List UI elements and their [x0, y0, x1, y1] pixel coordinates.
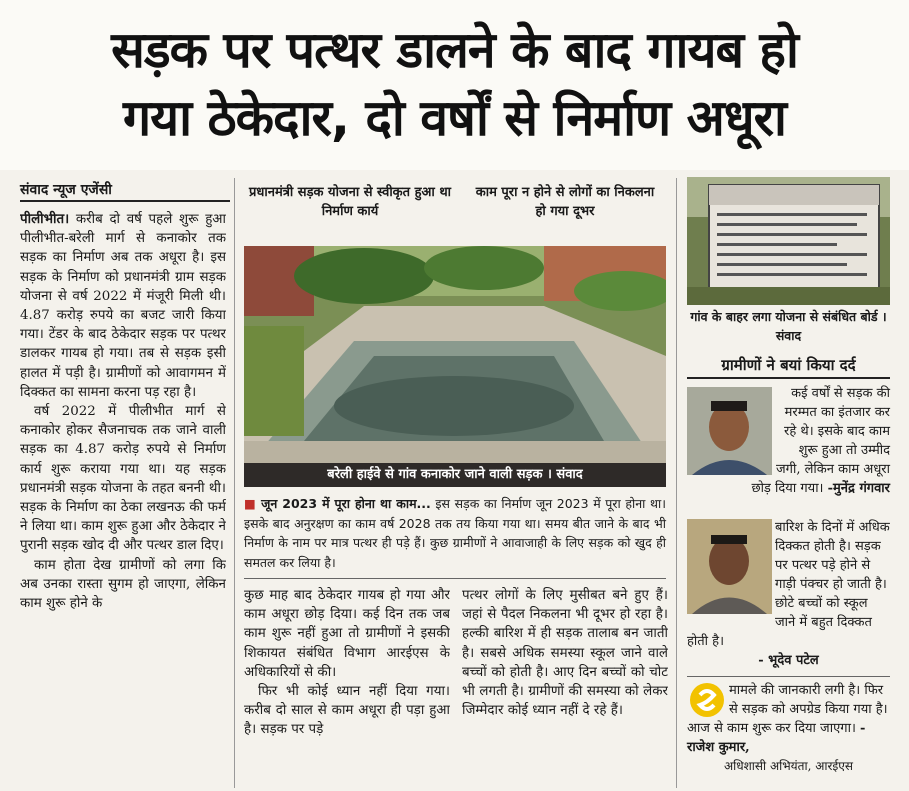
- headline-line-1: सड़क पर पत्थर डालने के बाद गायब हो: [111, 21, 798, 79]
- photo-bottom-caption: बरेली हाईवे से गांव कनाकोर जाने वाली सड़क । संवाद: [327, 467, 583, 482]
- headline-line-2: गया ठेकेदार, दो वर्षों से निर्माण अधूरा: [123, 89, 786, 147]
- official-name: - राजेश कुमार,: [687, 721, 866, 755]
- villager-2-quote: [687, 518, 890, 678]
- board-photo-image: [687, 177, 890, 305]
- villager-2-text: बारिश के दिनों में अधिक दिक्कत होती है। सड़क पर पत्थर पड़े होने से गाड़ी पंक्चर हो जाती है। छोटे बच्चों को स्कूल जाने में बहुत दिक्कत होती है।: [687, 520, 890, 649]
- paragraph-1: [20, 210, 226, 402]
- official-title: अधिशासी अभियंता, आरईएस: [723, 759, 854, 773]
- paragraph-2: वर्ष 2022 में पीलीभीत मार्ग से कनाकोर होकर सैजनाचक तक जाने वाली सड़क का 4.87 करोड़ रुपये से निर्माण कार्य शुरू कराया गया था। यह सड़क प्रधानमंत्री सड़क योजना के तहत बननी थी। सड़क के निर्माण का ठेका लखनऊ की फर्म ने लिया था। काम शुरू हुआ और ठेकेदार ने पुरानी सड़क खोद दी और पत्थर डाल दिए।: [20, 404, 226, 554]
- byline-agency: संवाद न्यूज एजेंसी: [20, 182, 112, 198]
- villager-1-text: कई वर्षों से सड़क की मरम्मत का इंतजार कर रहे थे। इसके बाद काम शुरू हुआ तो उम्मीद जगी, लेकिन काम अधूरा छोड़ दिया गया।: [751, 386, 890, 496]
- paragraph-3: काम होता देख ग्रामीणों को लगा कि अब उनका रास्ता सुगम हो जाएगा, लेकिन काम शुरू होने के: [20, 557, 226, 612]
- byline-rule: [20, 200, 230, 202]
- official-rule: [687, 676, 890, 677]
- villager-1-quote: [687, 384, 890, 512]
- photo-caption-left: प्रधानमंत्री सड़क योजना से स्वीकृत हुआ था निर्माण कार्य: [248, 185, 451, 219]
- box-rule: [244, 578, 666, 579]
- col2-paragraph-2: फिर भी कोई ध्यान नहीं दिया गया। करीब दो साल से काम अधूरा ही पड़ा हुआ है। सड़क पर पड़े: [244, 684, 450, 738]
- column-divider: [234, 178, 235, 788]
- villagers-heading: ग्रामीणों ने बयां किया दर्द: [721, 356, 856, 374]
- article-column-3: [462, 586, 668, 786]
- dateline: पीलीभीत।: [20, 211, 70, 227]
- paragraph-1-text: करीब दो वर्ष पहले शुरू हुआ पीलीभीत-बरेली मार्ग से कनाकोर तक सड़क का निर्माण अब तक अधूरा है। इस सड़क के निर्माण को प्रधानमंत्री ग्राम सड़क योजना से वर्ष 2022 में मंजूरी मिली थी। 4.87 करोड़ रुपये का बजट जारी किया गया। टेंडर के बाद ठेकेदार सड़क पर पत्थर डालकर गायब हो गया। तब से सड़क इसी हालत में पड़ी है। ग्रामीणों को आवागमन में दिक्कत का सामना करना पड़ रहा है।: [20, 212, 226, 400]
- board-caption: गांव के बाहर लगा योजना से संबंधित बोर्ड । संवाद: [690, 309, 887, 343]
- right-divider: [676, 178, 677, 788]
- road-photo: [244, 246, 666, 463]
- col3-paragraph-1: पत्थर लोगों के लिए मुसीबत बने हुए हैं। जहां से पैदल निकलना भी दूभर हो रहा है। हल्की बारिश में ही सड़क तालाब बन जाती है। सबसे अधिक समस्या स्कूल जाने वाले बच्चों को होती है। आए दिन बच्चों को चोट भी लगती है। ग्रामीणों की समस्या को लेकर जिम्मेदार कोई ध्यान नहीं दे रहे हैं।: [462, 588, 668, 719]
- villager-2-name: - भूदेव पटेल: [758, 653, 819, 668]
- info-box-lead: जून 2023 में पूरा होना था काम...: [261, 496, 431, 511]
- headline: [0, 0, 909, 170]
- official-quote: [687, 681, 890, 785]
- board-photo: [687, 177, 890, 305]
- info-box-text: इस सड़क का निर्माण जून 2023 में पूरा होना था। इसके बाद अनुरक्षण का काम वर्ष 2028 तक तय किया गया था। समय बीत जाने के बाद भी निर्माण के नाम पर मात्र पत्थर ही पड़े हैं। कुछ ग्रामीणों ने आवाजाही के लिए सड़क को खुद ही समतल कर लिया है।: [244, 496, 666, 570]
- article-column-1: [20, 210, 226, 785]
- info-box: [244, 494, 666, 572]
- article-column-2: [244, 586, 450, 786]
- road-photo-image: [244, 246, 666, 463]
- villager-1-name: -मुनेंद्र गंगवार: [827, 481, 890, 496]
- photo-caption-right: काम पूरा न होने से लोगों का निकलना हो गया दूभर: [475, 185, 655, 219]
- official-text: मामले की जानकारी लगी है। फिर से सड़क को अपग्रेड किया गया है। आज से काम शुरू कर दिया जाएगा।: [687, 683, 888, 736]
- col2-paragraph-1: कुछ माह बाद ठेकेदार गायब हो गया और काम अधूरा छोड़ दिया। कई दिन तक जब काम शुरू नहीं हुआ तो ग्रामीणों ने इसकी शिकायत संबंधित विभाग आरईएस के अधिकारियों से की।: [244, 588, 450, 680]
- villagers-rule: [687, 377, 890, 379]
- bullet-icon: ■: [244, 496, 262, 511]
